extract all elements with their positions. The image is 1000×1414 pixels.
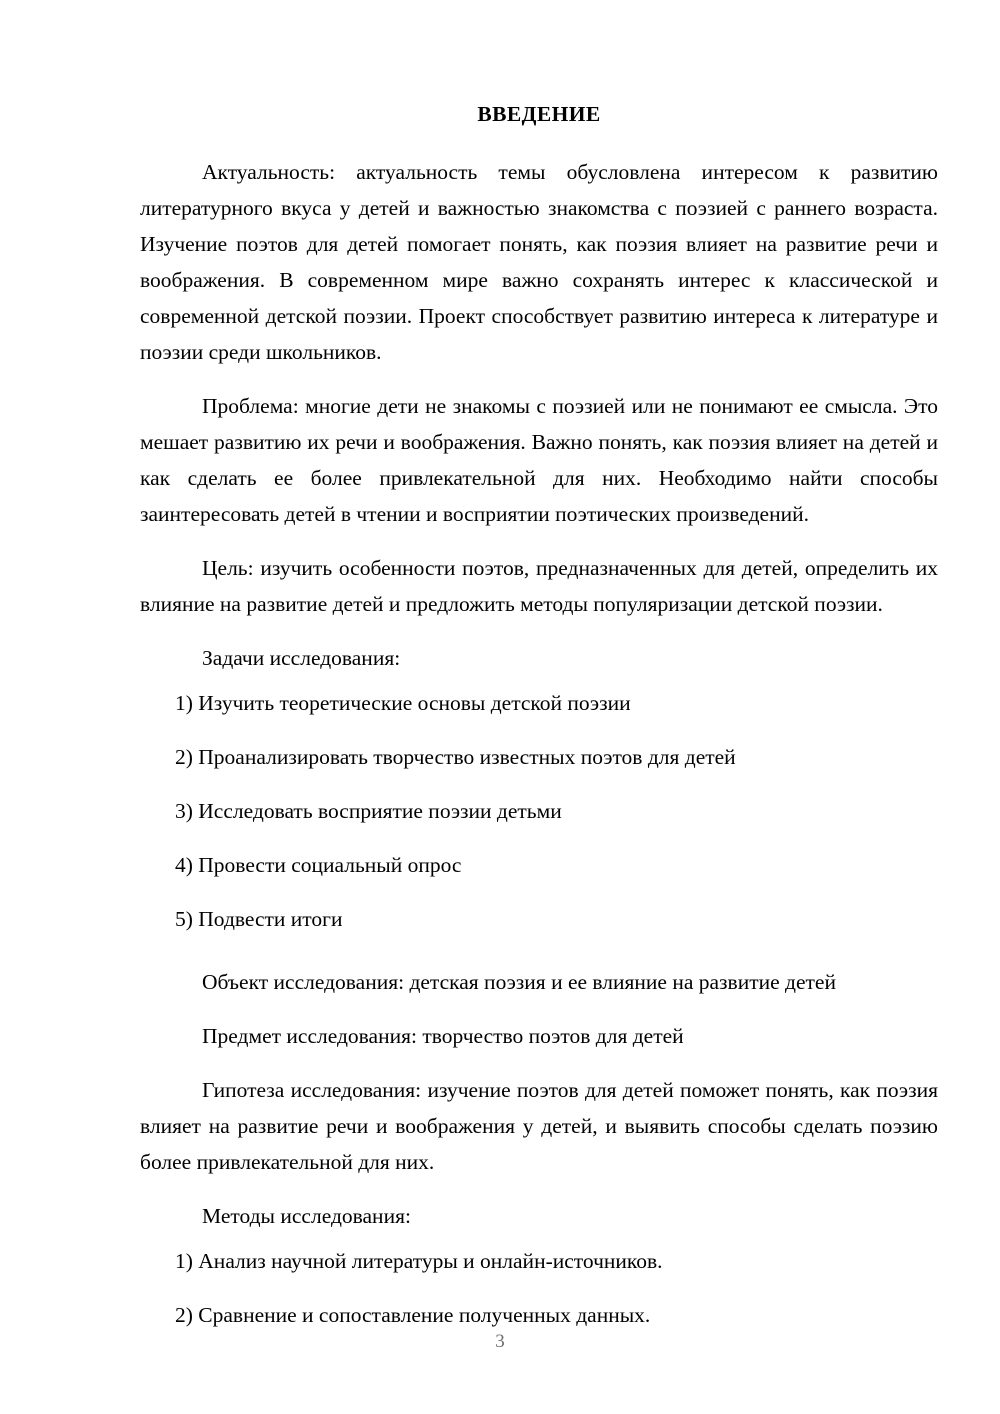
list-item: 2) Проанализировать творчество известных поэтов для детей	[175, 745, 736, 769]
list-item: 3) Исследовать восприятие поэзии детьми	[175, 799, 562, 823]
methods-list	[140, 1234, 938, 1342]
paragraph-goal: Цель: изучить особенности поэтов, предназначенных для детей, определить их влияние на развитие детей и предложить методы популяризации детской поэзии.	[140, 556, 938, 616]
list-item: 1) Анализ научной литературы и онлайн-источников.	[175, 1249, 663, 1273]
list-item: 4) Провести социальный опрос	[175, 853, 462, 877]
list-item: 2) Сравнение и сопоставление полученных данных.	[175, 1303, 651, 1327]
document-body	[140, 0, 938, 1342]
paragraph-subject: Предмет исследования: творчество поэтов для детей	[202, 1024, 684, 1048]
list-item: 5) Подвести итоги	[175, 907, 343, 931]
paragraph-object: Объект исследования: детская поэзия и ее влияние на развитие детей	[202, 970, 836, 994]
paragraph-hypothesis: Гипотеза исследования: изучение поэтов для детей поможет понять, как поэзия влияет на развитие речи и воображения у детей, и выявить способы сделать поэзию более привлекательной для них.	[140, 1078, 938, 1174]
heading-tasks: Задачи исследования:	[202, 646, 401, 670]
list-item: 1) Изучить теоретические основы детской поэзии	[175, 691, 631, 715]
paragraph-relevance: Актуальность: актуальность темы обусловлена интересом к развитию литературного вкуса у детей и важностью знакомства с поэзией с раннего возраста. Изучение поэтов для детей помогает понять, как поэзия влияет на развитие речи и воображения. В современном мире важно сохранять интерес к классической и современной детской поэзии. Проект способствует развитию интереса к литературе и поэзии среди школьников.	[140, 160, 938, 364]
page-number: 3	[495, 1331, 505, 1352]
tasks-list	[140, 676, 938, 946]
heading-methods: Методы исследования:	[202, 1204, 411, 1228]
paragraph-problem: Проблема: многие дети не знакомы с поэзией или не понимают ее смысла. Это мешает развитию их речи и воображения. Важно понять, как поэзия влияет на детей и как сделать ее более привлекательной для них. Необходимо найти способы заинтересовать детей в чтении и восприятии поэтических произведений.	[140, 394, 938, 526]
page-title: ВВЕДЕНИЕ	[477, 102, 601, 126]
